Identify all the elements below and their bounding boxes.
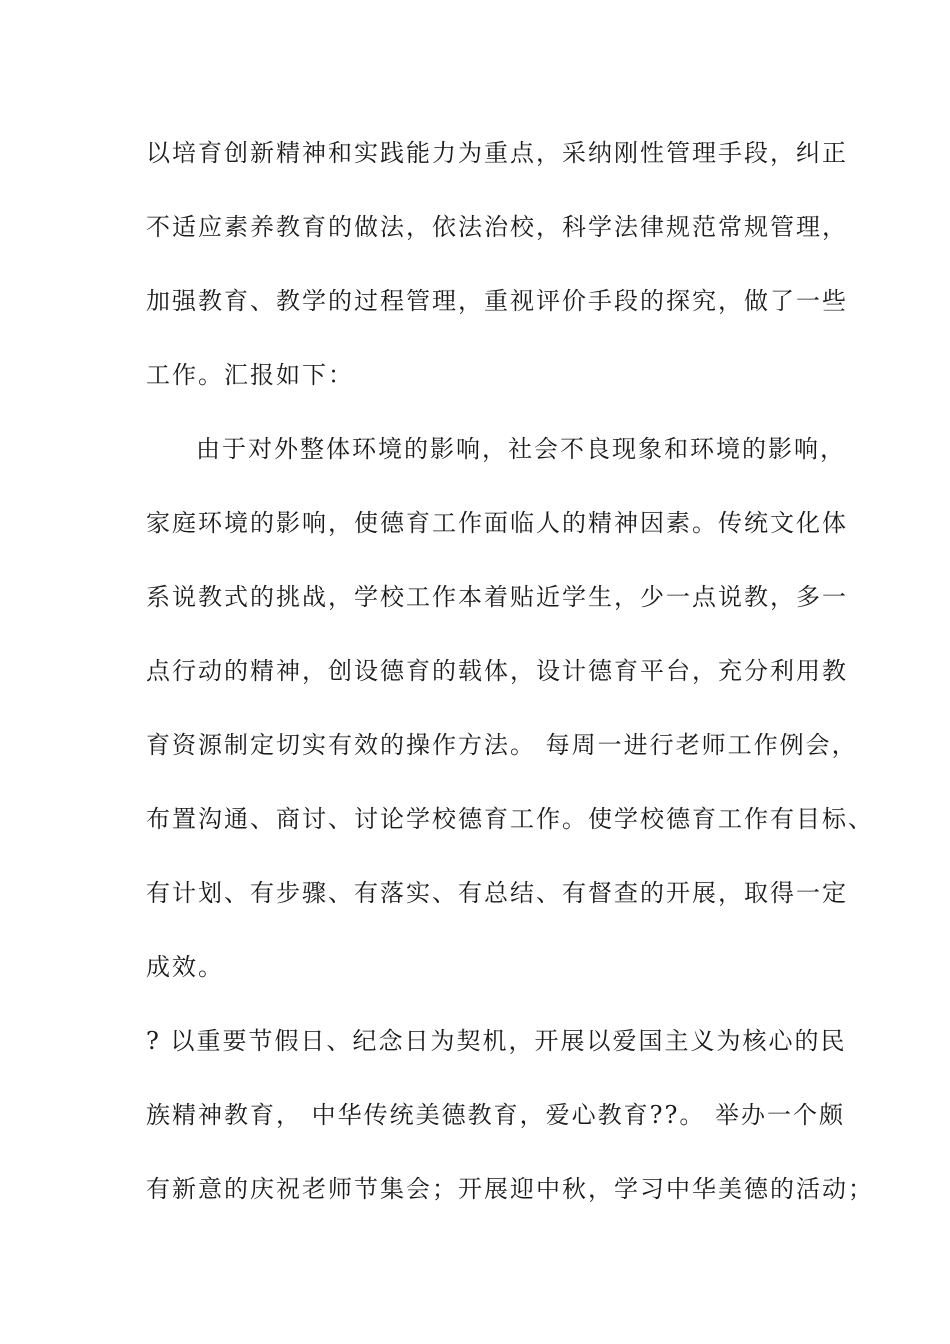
- text-line: 以培育创新精神和实践能力为重点，采纳刚性管理手段，纠正: [146, 139, 848, 167]
- text-line: 成效。: [146, 953, 224, 981]
- text-line: 加强教育、教学的过程管理，重视评价手段的探究，做了一些: [146, 287, 848, 315]
- paragraph-first-line: 由于对外整体环境的影响，社会不良现象和环境的影响，: [196, 435, 846, 463]
- text-line: 点行动的精神，创设德育的载体，设计德育平台，充分利用教: [146, 657, 848, 685]
- text-line: 育资源制定切实有效的操作方法。 每周一进行老师工作例会，: [146, 731, 858, 759]
- text-line: 家庭环境的影响，使德育工作面临人的精神因素。传统文化体: [146, 509, 848, 537]
- text-line: 有新意的庆祝老师节集会；开展迎中秋，学习中华美德的活动；: [146, 1175, 874, 1203]
- text-line: ? 以重要节假日、纪念日为契机，开展以爱国主义为核心的民: [146, 1027, 847, 1055]
- text-line: 有计划、有步骤、有落实、有总结、有督查的开展，取得一定: [146, 879, 848, 907]
- text-line: 布置沟通、商讨、讨论学校德育工作。使学校德育工作有目标、: [146, 805, 874, 833]
- text-line: 不适应素养教育的做法，依法治校，科学法律规范常规管理，: [146, 213, 848, 241]
- text-line: 工作。汇报如下：: [146, 361, 354, 389]
- text-line: 族精神教育， 中华传统美德教育，爱心教育??。 举办一个颇: [146, 1101, 845, 1129]
- text-line: 系说教式的挑战，学校工作本着贴近学生，少一点说教，多一: [146, 583, 848, 611]
